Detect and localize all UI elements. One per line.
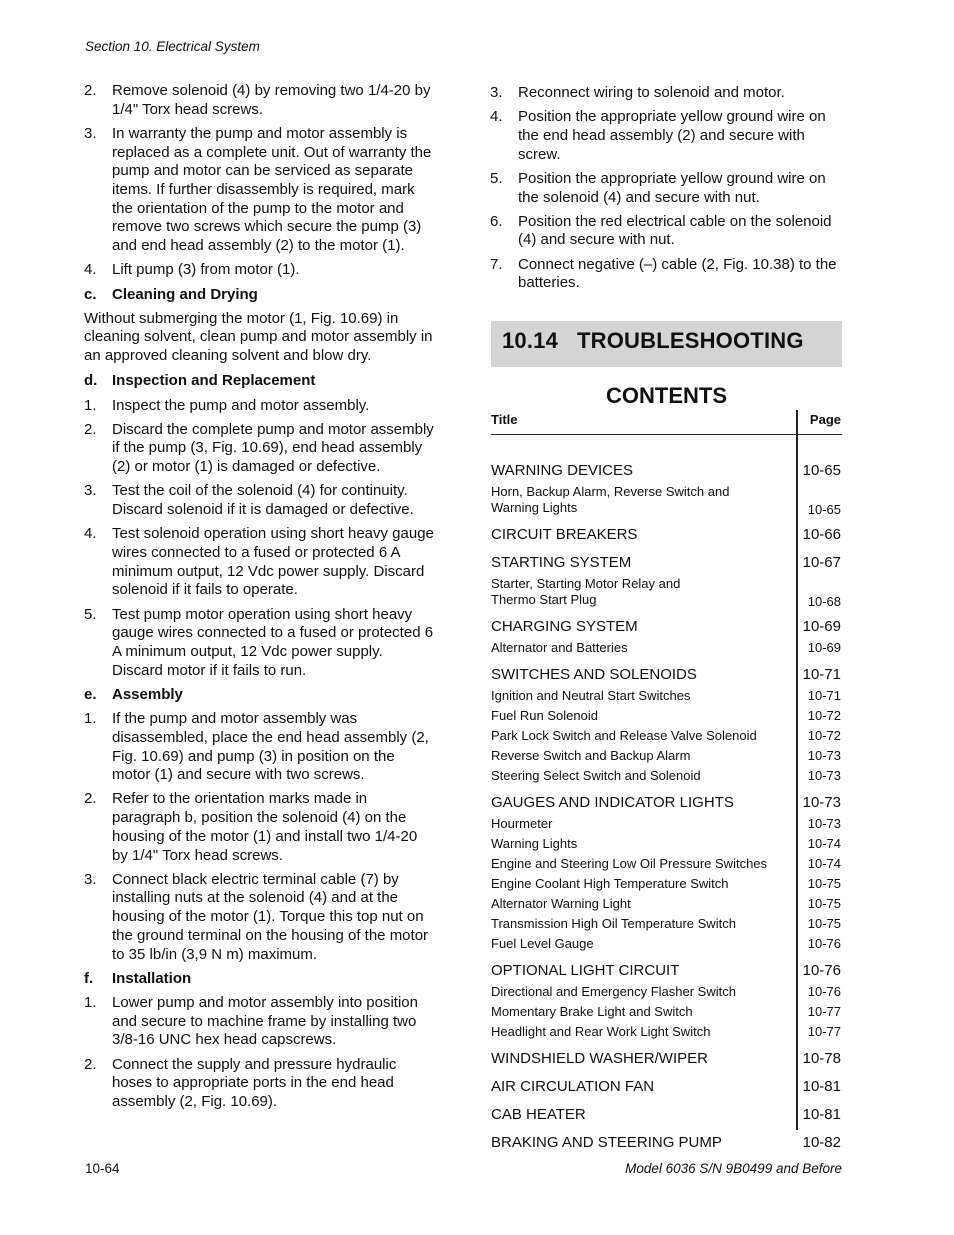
toc-page-header: Page [809,412,841,427]
toc-entry-page: 10-67 [802,554,841,571]
item-text: In warranty the pump and motor assembly is replaced as a complete unit. Out of warranty the pump and motor can be serviced as separate items. If further disassembly is required, mark the orientation of the pump to the motor and remove two screws which secure the pump (3) and end head assembly (2) to the motor (1). [112,124,432,255]
item-number: 1. [84,710,97,728]
toc-entry-page: 10-75 [807,876,841,891]
toc-entry-title: WARNING DEVICES [491,462,633,479]
toc-entry-title: SWITCHES AND SOLENOIDS [491,666,697,683]
item-text: Remove solenoid (4) by removing two 1/4-20 by 1/4" Torx head screws. [112,82,431,118]
list-item [84,525,436,600]
assembly-steps [84,710,436,964]
toc-entry-page: 10-73 [807,748,841,763]
installation-heading [84,970,436,989]
toc-entry-title: AIR CIRCULATION FAN [491,1078,655,1095]
item-text: Lower pump and motor assembly into position and secure to machine frame by installing two 3/8-16 UNC hex head capscrews. [112,993,418,1049]
item-number: 4. [490,108,503,126]
installation-steps [84,994,436,1112]
item-number: 3. [84,124,97,142]
list-item [84,1056,436,1112]
item-number: 1. [84,396,97,414]
cleaning-text: Without submerging the motor (1, Fig. 10.69) in cleaning solvent, clean pump and motor assembly in an approved cleaning solvent and blow dry. [84,309,433,365]
item-text: Connect the supply and pressure hydraulic hoses to appropriate ports in the end head assembly (2, Fig. 10.69). [112,1055,397,1110]
item-number: 3. [84,482,97,500]
toc-entry-page: 10-69 [802,618,841,635]
toc-entry-page: 10-81 [802,1106,841,1123]
item-text: Connect negative (–) cable (2, Fig. 10.38) to the batteries. [518,255,837,292]
toc-table [491,410,842,1151]
toc-entry-title: WINDSHIELD WASHER/WIPER [491,1050,708,1067]
toc-entry-page: 10-75 [807,916,841,931]
toc-entry-title: Warning Lights [491,836,578,851]
list-item [490,213,842,250]
toc-entry-page: 10-76 [807,984,841,999]
toc-entry-title: Reverse Switch and Backup Alarm [491,748,691,763]
item-number: 5. [84,605,97,623]
toc-entry-page: 10-82 [802,1134,841,1151]
item-text: Position the red electrical cable on the solenoid (4) and secure with nut. [518,212,832,249]
toc-entry-page: 10-71 [807,688,841,703]
toc-entry-page: 10-75 [807,896,841,911]
toc-entry-page: 10-73 [807,768,841,783]
item-number: 1. [84,993,97,1011]
item-text: Position the appropriate yellow ground wire on the solenoid (4) and secure with nut. [518,169,826,206]
right-steps [490,84,842,293]
toc-entry-title: Horn, Backup Alarm, Reverse Switch and [491,484,730,499]
toc-entry-title: OPTIONAL LIGHT CIRCUIT [491,962,680,979]
toc-entry-page: 10-65 [802,462,841,479]
toc-entry-page: 10-73 [802,794,841,811]
item-text: Refer to the orientation marks made in paragraph b, position the solenoid (4) on the housing of the motor (1) and install two 1/4-20 by 1/4" Torx head screws. [112,790,418,864]
item-number: 3. [490,84,503,101]
toc-entry-title: Park Lock Switch and Release Valve Solenoid [491,728,757,743]
toc-entry-page: 10-77 [807,1024,841,1039]
toc-column-divider [796,410,798,1130]
item-number: 3. [84,870,97,888]
list-item [490,256,842,293]
item-number: 2. [84,420,97,438]
toc-entry-title: BRAKING AND STEERING PUMP [491,1134,722,1151]
toc-entry-page: 10-74 [807,856,841,871]
left-column [84,82,436,1117]
toc-entry-title: Fuel Level Gauge [491,936,594,951]
toc-entry-title: Alternator and Batteries [491,640,628,655]
installation-title: Installation [112,969,192,987]
item-text: Position the appropriate yellow ground wire on the end head assembly (2) and secure with screw. [518,108,826,163]
cleaning-heading [84,286,436,305]
list-item [84,82,436,119]
toc-entry-title: Momentary Brake Light and Switch [491,1004,693,1019]
list-item [84,994,436,1050]
item-number: 4. [84,525,97,543]
assembly-title: Assembly [112,685,183,703]
assembly-heading [84,686,436,705]
toc-entry-title: Warning Lights [491,500,578,515]
toc-entry-title: Transmission High Oil Temperature Switch [491,916,736,931]
toc-header-row [491,410,842,435]
cleaning-title: Cleaning and Drying [112,285,258,303]
item-number: 5. [490,169,503,187]
toc-entry-page: 10-71 [802,666,841,683]
toc-entry-page: 10-76 [807,936,841,951]
list-item [490,84,842,103]
list-item [84,261,436,280]
toc-entry-title: Fuel Run Solenoid [491,708,598,723]
toc-entry-title: Steering Select Switch and Solenoid [491,768,701,783]
right-column [490,84,842,299]
item-number: 2. [84,82,97,99]
list-item [84,710,436,785]
installation-label: f. [84,969,94,987]
toc-entry-title: Ignition and Neutral Start Switches [491,688,691,703]
cleaning-label: c. [84,285,97,303]
toc-entry-page: 10-76 [802,962,841,979]
toc-entry-title: STARTING SYSTEM [491,554,632,571]
inspection-label: d. [84,372,98,390]
list-item [490,108,842,164]
contents-title: CONTENTS [606,383,727,408]
toc-entry-page: 10-72 [807,708,841,723]
toc-entry-title: Starter, Starting Motor Relay and [491,576,681,591]
toc-entry-page: 10-72 [807,728,841,743]
item-number: 7. [490,255,503,273]
item-number: 6. [490,212,503,230]
toc-entry-page: 10-68 [807,594,841,609]
list-item [84,397,436,416]
toc-entry-page: 10-78 [802,1050,841,1067]
toc-entry-title: CIRCUIT BREAKERS [491,526,638,543]
list-item [490,170,842,207]
assembly-label: e. [84,685,97,703]
toc-entry-title: CAB HEATER [491,1106,586,1123]
list-item [84,606,436,681]
toc-entry-title: Thermo Start Plug [491,592,597,607]
toc-entry-title: Directional and Emergency Flasher Switch [491,984,736,999]
item-text: Test pump motor operation using short heavy gauge wires connected to a fused or protected 6 A minimum output, 12 Vdc power supply. Discard motor if it fails to run. [112,605,434,679]
toc-entry-title: CHARGING SYSTEM [491,618,638,635]
item-text: Test the coil of the solenoid (4) for continuity. Discard solenoid if it is damaged or defective. [112,482,414,519]
list-item [84,790,436,865]
list-item [84,871,436,965]
item-text: If the pump and motor assembly was disassembled, place the end head assembly (2, Fig. 10.69) and pump (3) in position on the motor (1) and secure with two screws. [112,710,429,784]
model-footer: Model 6036 S/N 9B0499 and Before [625,1161,842,1176]
list-item [84,482,436,519]
toc-entry-page: 10-73 [807,816,841,831]
item-text: Lift pump (3) from motor (1). [112,261,300,279]
item-text: Discard the complete pump and motor assembly if the pump (3, Fig. 10.69), end head assembly (2) or motor (1) is damaged or defective. [112,420,434,476]
toc-entry-title: Hourmeter [491,816,553,831]
inspection-heading [84,372,436,391]
removal-steps [84,82,436,280]
toc-entry-page: 10-66 [802,526,841,543]
toc-entry-title: Headlight and Rear Work Light Switch [491,1024,711,1039]
running-header: Section 10. Electrical System [85,39,260,54]
item-number: 2. [84,790,97,808]
item-number: 2. [84,1055,97,1073]
toc-entry-page: 10-69 [807,640,841,655]
item-text: Inspect the pump and motor assembly. [112,396,370,414]
list-item [84,421,436,477]
toc-entry-title: Alternator Warning Light [491,896,631,911]
toc-entry-page: 10-81 [802,1078,841,1095]
toc-entry-page: 10-74 [807,836,841,851]
toc-entry-title: GAUGES AND INDICATOR LIGHTS [491,794,734,811]
item-number: 4. [84,261,97,279]
section-title: 10.14 TROUBLESHOOTING [502,328,804,353]
inspection-steps [84,397,436,681]
list-item [84,125,436,256]
inspection-title: Inspection and Replacement [112,372,316,390]
item-text: Reconnect wiring to solenoid and motor. [518,84,785,101]
item-text: Connect black electric terminal cable (7) by installing nuts at the solenoid (4) and at the housing of the motor (1). Torque this top nut on the ground terminal on the housing of the motor to 35 lb/in (3,9 N m) maximum. [112,870,429,963]
page-number: 10-64 [85,1161,120,1176]
toc-entry-page: 10-65 [807,502,841,517]
toc-title-header: Title [491,412,518,427]
item-text: Test solenoid operation using short heavy gauge wires connected to a fused or protected 6 A minimum output, 12 Vdc power supply. Discard solenoid if it fails to operate. [112,525,434,599]
toc-entry-title: Engine and Steering Low Oil Pressure Switches [491,856,768,871]
toc-entry-title: Engine Coolant High Temperature Switch [491,876,729,891]
toc-entry-page: 10-77 [807,1004,841,1019]
